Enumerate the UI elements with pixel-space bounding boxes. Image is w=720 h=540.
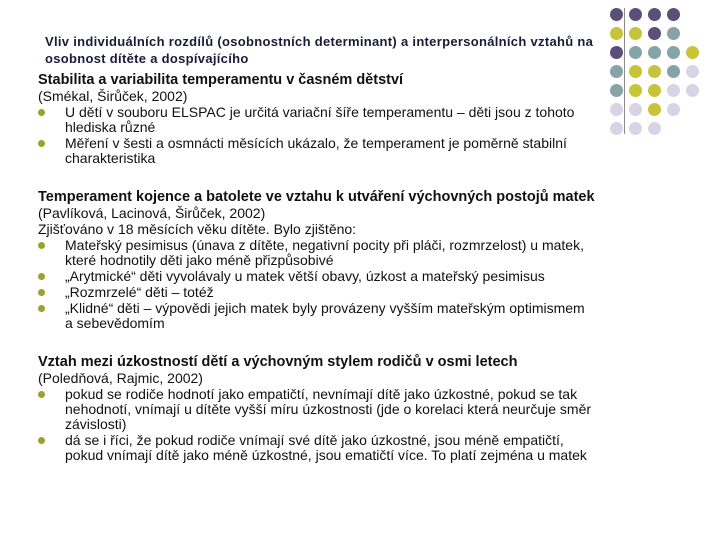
bullet-text-line: pokud se rodiče hodnotí jako empatičtí, nevnímají dítě jako úzkostné, pokud se tak: [65, 386, 578, 402]
section-heading: Temperament kojence a batolete ve vztahu k utváření výchovných postojů matek: [38, 189, 595, 205]
bullet-dot-icon: [38, 242, 45, 249]
bullet-dot-icon: [38, 140, 45, 147]
bullet-item: [38, 433, 678, 463]
bullet-text: [65, 285, 678, 300]
bullet-text: [65, 136, 678, 166]
bullet-item: [38, 238, 678, 268]
bullet-text-line: dá se i říci, že pokud rodiče vnímají své dítě jako úzkostné, jsou méně empatičtí,: [65, 432, 564, 448]
bullet-item: [38, 387, 678, 432]
bullet-text-line: Mateřský pesimisus (únava z dítěte, negativní pocity při pláči, rozmrzelost) u matek,: [65, 237, 584, 253]
bullet-text-line: které hodnotily děti jako méně přizpůsobivé: [65, 252, 334, 268]
decor-dot: [648, 8, 661, 21]
bullet-text-line: hlediska různé: [65, 119, 156, 135]
bullet-text-line: Měření v šesti a osmnácti měsících ukázalo, že temperament je poměrně stabilní: [65, 135, 567, 151]
slide-content: [38, 72, 678, 486]
section-text-line: Zjišťováno v 18 měsících věku dítěte. Bylo zjištěno:: [38, 221, 357, 237]
bullet-text-line: „Rozmrzelé“ děti – totéž: [65, 284, 214, 300]
bullet-item: [38, 269, 678, 284]
bullet-item: [38, 105, 678, 135]
bullet-text: [65, 269, 678, 284]
bullet-item: [38, 285, 678, 300]
bullet-list: [38, 387, 678, 463]
bullet-item: [38, 301, 678, 331]
bullet-dot-icon: [38, 109, 45, 116]
bullet-item: [38, 136, 678, 166]
bullet-list: [38, 238, 678, 331]
bullet-text-line: U dětí v souboru ELSPAC je určitá variační šíře temperamentu – děti jsou z tohoto: [65, 104, 575, 120]
bullet-dot-icon: [38, 273, 45, 280]
slide-title-line: osobnost dítěte a dospívajícího: [45, 51, 249, 66]
slide-title: [45, 33, 685, 67]
bullet-text: [65, 301, 678, 331]
bullet-dot-icon: [38, 289, 45, 296]
section-text-line: (Pavlíková, Lacinová, Širůček, 2002): [38, 205, 266, 221]
decor-dot: [686, 65, 699, 78]
decor-dot: [686, 84, 699, 97]
bullet-dot-icon: [38, 391, 45, 398]
bullet-text-line: „Klidné“ děti – výpovědi jejich matek byly provázeny vyšším mateřským optimismem: [65, 300, 585, 316]
content-section: [38, 189, 678, 331]
bullet-list: [38, 105, 678, 166]
section-heading: Stabilita a variabilita temperamentu v časném dětství: [38, 72, 404, 88]
section-heading: Vztah mezi úzkostností dětí a výchovným stylem rodičů v osmi letech: [38, 354, 518, 370]
bullet-dot-icon: [38, 305, 45, 312]
bullet-text-line: a sebevědomím: [65, 315, 165, 331]
bullet-text-line: „Arytmické“ děti vyvolávaly u matek větší obavy, úzkost a mateřský pesimisus: [65, 268, 545, 284]
bullet-text-line: charakteristika: [65, 150, 156, 166]
bullet-text: [65, 238, 678, 268]
decor-dot: [667, 8, 680, 21]
section-text-line: (Poledňová, Rajmic, 2002): [38, 370, 203, 386]
decor-dot: [610, 8, 623, 21]
bullet-text: [65, 387, 678, 432]
content-section: [38, 354, 678, 463]
bullet-text-line: závislosti): [65, 416, 127, 432]
bullet-text-line: pokud vnímají dítě jako méně úzkostné, jsou ematičtí více. To platí zejména u matek: [65, 447, 587, 463]
decor-dot: [686, 46, 699, 59]
decor-dot: [629, 8, 642, 21]
bullet-text-line: nehodnotí, vnímají u dítěte vyšší míru úzkostnosti (jde o korelaci která neurčuje směr: [65, 401, 592, 417]
bullet-dot-icon: [38, 437, 45, 444]
bullet-text: [65, 433, 678, 463]
bullet-text: [65, 105, 678, 135]
slide-title-line: Vliv individuálních rozdílů (osobnostních determinant) a interpersonálních vztahů na: [45, 34, 594, 49]
content-section: [38, 72, 678, 166]
section-text-line: (Smékal, Širůček, 2002): [38, 88, 188, 104]
